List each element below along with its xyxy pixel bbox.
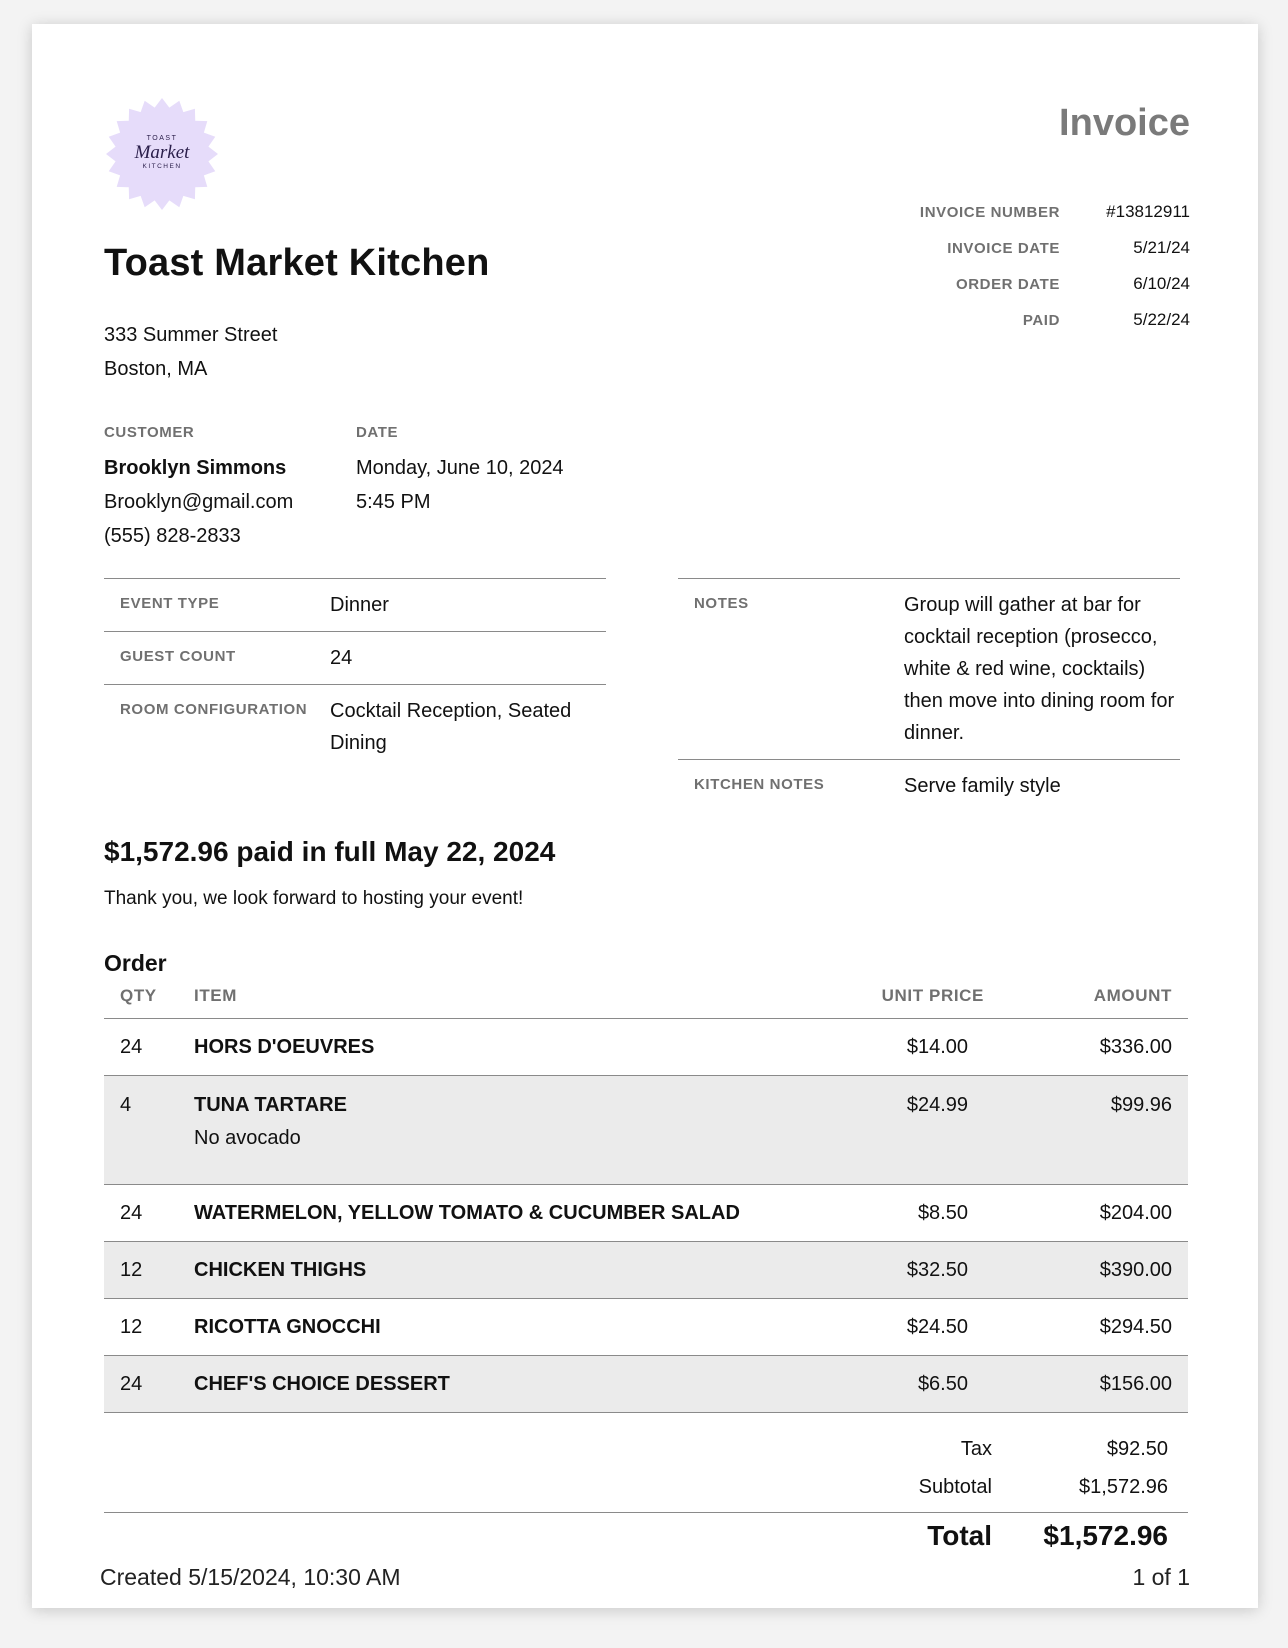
col-item: ITEM [194,974,818,1019]
detail-label: EVENT TYPE [104,579,330,632]
event-time: 5:45 PM [356,491,431,513]
payment-headline: $1,572.96 paid in full May 22, 2024 [104,836,556,867]
kitchen-notes-value: Serve family style [904,760,1180,813]
meta-row-order-date [920,266,1190,302]
thank-you-message: Thank you, we look forward to hosting your event! [104,888,524,909]
table-row [104,1019,1188,1076]
table-row [104,1242,1188,1299]
page-indicator: 1 of 1 [1132,1564,1190,1590]
col-unit-price: UNIT PRICE [818,974,986,1019]
meta-value: 5/21/24 [1133,238,1190,257]
row-item: WATERMELON, YELLOW TOMATO & CUCUMBER SALAD [194,1185,818,1242]
logo-line3: KITCHEN [142,163,182,170]
row-qty: 12 [104,1299,194,1356]
tax-value: $92.50 [1106,1437,1168,1460]
subtotal-value: $1,572.96 [1079,1475,1168,1498]
row-item-note: No avocado [194,1127,301,1149]
totals-block [919,1430,1168,1506]
customer-phone: (555) 828-2833 [104,525,241,547]
table-row [104,1076,1188,1185]
event-day: Monday, June 10, 2024 [356,457,564,479]
business-logo [104,96,220,212]
totals-divider [104,1512,1188,1513]
row-unit-price: $24.50 [818,1299,986,1356]
row-item-cell [194,1076,818,1185]
row-item: CHICKEN THIGHS [194,1242,818,1299]
event-date-block [356,424,564,519]
row-item: HORS D'OEUVRES [194,1019,818,1076]
order-header-row [104,974,1188,1019]
detail-label: GUEST COUNT [104,632,330,685]
row-amount: $204.00 [986,1185,1188,1242]
meta-label: INVOICE DATE [947,239,1060,257]
row-amount: $336.00 [986,1019,1188,1076]
detail-row-guest-count [104,632,606,685]
logo-line2: Market [134,142,190,163]
customer-block [104,424,293,553]
notes-value: Group will gather at bar for cocktail reception (prosecco, white & red wine, cocktails) then move into dining room for dinner. [904,579,1180,760]
invoice-title: Invoice [1059,102,1190,144]
row-qty: 12 [104,1242,194,1299]
row-unit-price: $8.50 [818,1185,986,1242]
date-label: DATE [356,424,399,441]
meta-row-invoice-date [920,230,1190,266]
address-line-2: Boston, MA [104,358,208,380]
table-row [104,1299,1188,1356]
created-timestamp: Created 5/15/2024, 10:30 AM [100,1564,401,1590]
meta-label: INVOICE NUMBER [919,203,1060,221]
meta-value: 6/10/24 [1133,274,1190,293]
row-item: CHEF'S CHOICE DESSERT [194,1356,818,1413]
event-details-table [104,578,606,769]
row-qty: 4 [104,1076,194,1185]
row-unit-price: $14.00 [818,1019,986,1076]
detail-value: Cocktail Reception, Seated Dining [330,685,606,770]
address-line-1: 333 Summer Street [104,324,278,346]
tax-label: Tax [960,1437,992,1460]
detail-value: Dinner [330,579,606,632]
meta-label: ORDER DATE [955,275,1060,293]
notes-table [678,578,1180,812]
row-qty: 24 [104,1019,194,1076]
business-name: Toast Market Kitchen [104,242,490,284]
meta-row-invoice-number [920,194,1190,230]
col-qty: QTY [104,974,194,1019]
meta-value: #13812911 [1106,202,1190,221]
notes-label: NOTES [678,579,904,760]
row-unit-price: $32.50 [818,1242,986,1299]
kitchen-notes-label: KITCHEN NOTES [678,760,904,813]
row-qty: 24 [104,1185,194,1242]
invoice-meta [920,194,1190,338]
meta-value: 5/22/24 [1133,310,1190,329]
subtotal-label: Subtotal [918,1475,992,1498]
row-amount: $99.96 [986,1076,1188,1185]
notes-row [678,579,1180,760]
detail-value: 24 [330,632,606,685]
row-item: TUNA TARTARE [194,1094,347,1116]
tax-row [919,1430,1168,1468]
business-address [104,318,277,386]
order-table [104,974,1188,1413]
table-row [104,1356,1188,1413]
row-amount: $156.00 [986,1356,1188,1413]
row-unit-price: $6.50 [818,1356,986,1413]
logo-line1: TOAST [146,135,178,142]
invoice-page [32,24,1258,1608]
logo-badge-icon [104,96,220,212]
row-amount: $294.50 [986,1299,1188,1356]
meta-label: PAID [1022,311,1060,329]
total-label: Total [927,1520,992,1551]
table-row [104,1185,1188,1242]
customer-label: CUSTOMER [104,424,195,441]
meta-row-paid [920,302,1190,338]
grand-total-row [927,1520,1168,1552]
customer-name: Brooklyn Simmons [104,457,287,479]
detail-row-event-type [104,579,606,632]
detail-row-room-configuration [104,685,606,770]
row-qty: 24 [104,1356,194,1413]
customer-email: Brooklyn@gmail.com [104,491,294,513]
detail-label: ROOM CONFIGURATION [104,685,330,770]
row-unit-price: $24.99 [818,1076,986,1185]
kitchen-notes-row [678,760,1180,813]
order-heading: Order [104,950,167,976]
row-item: RICOTTA GNOCCHI [194,1299,818,1356]
subtotal-row [919,1468,1168,1506]
col-amount: AMOUNT [986,974,1188,1019]
total-value: $1,572.96 [1043,1520,1168,1551]
row-amount: $390.00 [986,1242,1188,1299]
